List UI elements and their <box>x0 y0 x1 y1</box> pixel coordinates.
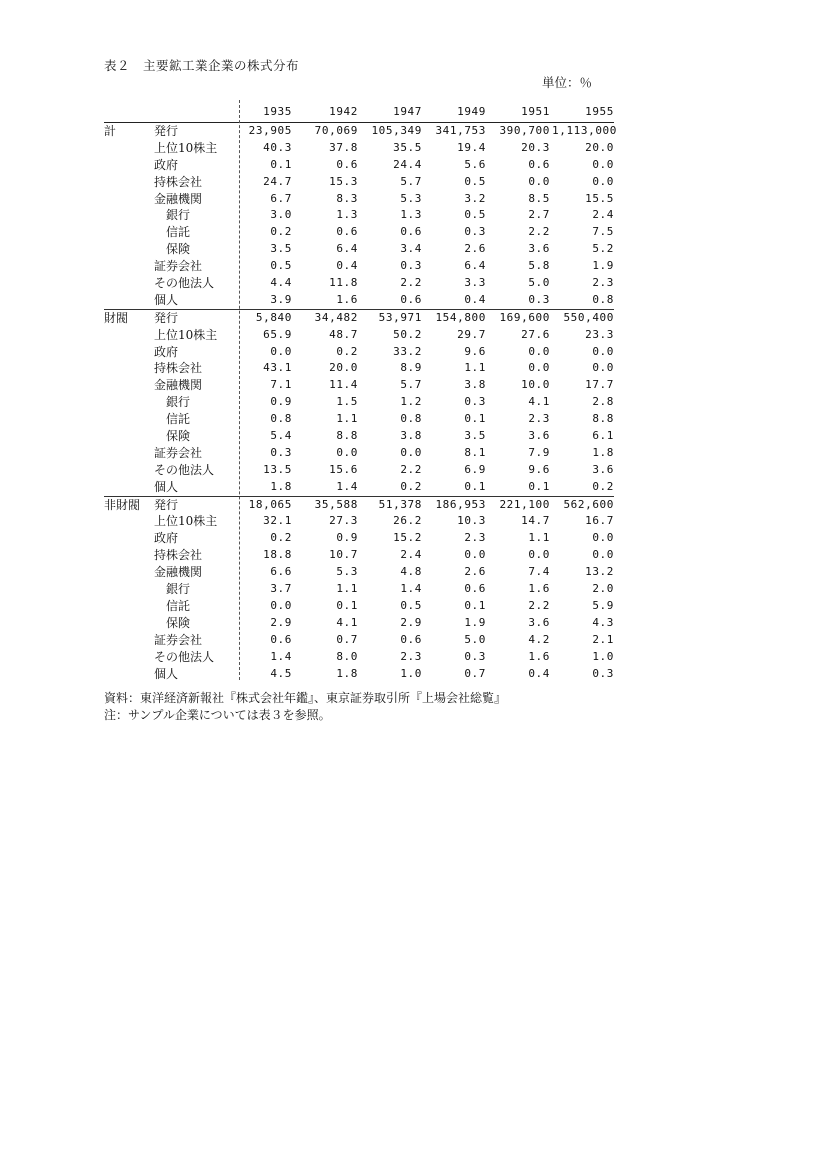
value-cell: 2.2 <box>528 598 550 612</box>
value-cell: 3.6 <box>528 429 550 443</box>
value-cell: 2.6 <box>464 565 486 579</box>
value-cell: 7.9 <box>528 445 550 459</box>
value-cell: 33.2 <box>393 344 422 358</box>
row-label: 上位10株主 <box>154 514 218 529</box>
row-label: 信託 <box>166 225 191 240</box>
value-cell: 0.3 <box>270 445 292 459</box>
value-cell: 5.0 <box>528 276 550 290</box>
year-header-cell: 1949 <box>457 105 486 118</box>
value-cell: 3.9 <box>270 292 292 306</box>
row-label: 政府 <box>154 531 179 546</box>
value-cell: 0.0 <box>336 445 358 459</box>
value-cell: 1.8 <box>592 445 614 459</box>
row-label: 保険 <box>166 429 191 444</box>
value-cell: 3.8 <box>400 429 422 443</box>
row-label: 発行 <box>154 310 179 325</box>
value-cell: 0.3 <box>592 666 614 680</box>
source-note: 資料：東洋経済新報社『株式会社年鑑』、東京証券取引所『上場会社総覧』 <box>104 691 507 705</box>
value-cell: 0.3 <box>464 225 486 239</box>
value-cell: 3.5 <box>270 242 292 256</box>
group-label: 非財閥 <box>104 497 141 512</box>
value-cell: 1.4 <box>400 582 422 596</box>
value-cell: 0.4 <box>528 666 550 680</box>
table-row <box>104 564 614 581</box>
row-label: 持株会社 <box>154 361 203 376</box>
table-row <box>104 140 614 157</box>
value-cell: 0.0 <box>400 445 422 459</box>
table-row <box>104 241 614 258</box>
value-cell: 221,100 <box>499 497 550 511</box>
value-cell: 0.5 <box>464 208 486 222</box>
value-cell: 1.1 <box>528 531 550 545</box>
row-label: 個人 <box>154 292 179 307</box>
value-cell: 2.2 <box>400 462 422 476</box>
value-cell: 0.8 <box>592 292 614 306</box>
table-row <box>104 530 614 547</box>
value-cell: 0.0 <box>592 531 614 545</box>
value-cell: 0.5 <box>270 259 292 273</box>
value-cell: 1.6 <box>528 582 550 596</box>
value-cell: 3.0 <box>270 208 292 222</box>
value-cell: 5,840 <box>255 310 292 324</box>
value-cell: 40.3 <box>263 140 292 154</box>
value-cell: 0.6 <box>528 157 550 171</box>
value-cell: 0.7 <box>336 632 358 646</box>
row-label: 保険 <box>166 615 191 630</box>
value-cell: 6.4 <box>464 259 486 273</box>
row-label: 信託 <box>166 598 191 613</box>
value-cell: 1.3 <box>336 208 358 222</box>
row-label: 上位10株主 <box>154 327 218 342</box>
value-cell: 562,600 <box>563 497 614 511</box>
value-cell: 19.4 <box>457 140 486 154</box>
value-cell: 1.6 <box>528 649 550 663</box>
value-cell: 18,065 <box>248 497 292 511</box>
value-cell: 0.5 <box>464 174 486 188</box>
value-cell: 20.0 <box>585 140 614 154</box>
value-cell: 0.6 <box>400 632 422 646</box>
table-row <box>104 344 614 361</box>
value-cell: 7.5 <box>592 225 614 239</box>
value-cell: 0.1 <box>464 598 486 612</box>
value-cell: 5.7 <box>400 174 422 188</box>
value-cell: 0.6 <box>464 582 486 596</box>
year-header-row <box>104 100 614 123</box>
value-cell: 23.3 <box>585 327 614 341</box>
value-cell: 1.8 <box>270 479 292 493</box>
value-cell: 10.3 <box>457 514 486 528</box>
value-cell: 0.2 <box>336 344 358 358</box>
year-header-cell: 1955 <box>585 105 614 118</box>
value-cell: 0.8 <box>400 412 422 426</box>
table-row <box>104 428 614 445</box>
value-cell: 2.3 <box>528 412 550 426</box>
value-cell: 0.6 <box>336 225 358 239</box>
value-cell: 2.8 <box>592 395 614 409</box>
year-header-cell: 1942 <box>329 105 358 118</box>
row-label: 信託 <box>166 412 191 427</box>
value-cell: 15.5 <box>585 191 614 205</box>
value-cell: 1.1 <box>336 582 358 596</box>
value-cell: 8.3 <box>336 191 358 205</box>
group-label: 計 <box>104 124 117 138</box>
table-row <box>104 497 614 514</box>
value-cell: 5.8 <box>528 259 550 273</box>
value-cell: 4.4 <box>270 276 292 290</box>
value-cell: 35,588 <box>314 497 358 511</box>
value-cell: 2.2 <box>528 225 550 239</box>
value-cell: 3.4 <box>400 242 422 256</box>
table-row <box>104 275 614 292</box>
row-label: 発行 <box>154 497 179 512</box>
value-cell: 0.6 <box>270 632 292 646</box>
value-cell: 1.9 <box>464 615 486 629</box>
table-row <box>104 191 614 208</box>
table-row <box>104 632 614 649</box>
value-cell: 48.7 <box>329 327 358 341</box>
value-cell: 8.8 <box>592 412 614 426</box>
notes <box>104 690 506 724</box>
value-cell: 186,953 <box>435 497 486 511</box>
value-cell: 32.1 <box>263 514 292 528</box>
row-label: 個人 <box>154 666 179 681</box>
value-cell: 2.4 <box>592 208 614 222</box>
value-cell: 3.6 <box>592 462 614 476</box>
value-cell: 0.3 <box>528 292 550 306</box>
value-cell: 37.8 <box>329 140 358 154</box>
value-cell: 29.7 <box>457 327 486 341</box>
value-cell: 5.6 <box>464 157 486 171</box>
value-cell: 2.9 <box>400 615 422 629</box>
table-row <box>104 327 614 344</box>
value-cell: 6.6 <box>270 565 292 579</box>
value-cell: 0.2 <box>270 531 292 545</box>
value-cell: 8.8 <box>336 429 358 443</box>
value-cell: 5.9 <box>592 598 614 612</box>
table-row <box>104 310 614 327</box>
year-header-cell: 1951 <box>521 105 550 118</box>
year-header-cell: 1935 <box>263 105 292 118</box>
value-cell: 2.2 <box>400 276 422 290</box>
value-cell: 0.0 <box>592 548 614 562</box>
value-cell: 3.5 <box>464 429 486 443</box>
value-cell: 34,482 <box>314 310 358 324</box>
value-cell: 3.7 <box>270 582 292 596</box>
value-cell: 20.0 <box>329 361 358 375</box>
value-cell: 5.3 <box>400 191 422 205</box>
table-title: 表２ 主要鉱工業企業の株式分布 <box>104 58 300 73</box>
value-cell: 169,600 <box>499 310 550 324</box>
value-cell: 0.9 <box>336 531 358 545</box>
row-label: 証券会社 <box>154 259 203 274</box>
value-cell: 6.9 <box>464 462 486 476</box>
value-cell: 6.4 <box>336 242 358 256</box>
value-cell: 4.8 <box>400 565 422 579</box>
value-cell: 4.1 <box>336 615 358 629</box>
row-label: 上位10株主 <box>154 140 218 155</box>
value-cell: 0.1 <box>528 479 550 493</box>
row-label: その他法人 <box>154 462 215 477</box>
value-cell: 5.3 <box>336 565 358 579</box>
year-header-cell: 1947 <box>393 105 422 118</box>
table-row <box>104 598 614 615</box>
group-label: 財閥 <box>104 310 129 325</box>
value-cell: 23,905 <box>248 124 292 137</box>
value-cell: 341,753 <box>435 124 486 137</box>
value-cell: 0.0 <box>464 548 486 562</box>
value-cell: 2.3 <box>464 531 486 545</box>
value-cell: 1.4 <box>336 479 358 493</box>
value-cell: 1.4 <box>270 649 292 663</box>
table-row <box>104 224 614 241</box>
value-cell: 105,349 <box>371 124 422 137</box>
table-row <box>104 666 614 683</box>
value-cell: 6.7 <box>270 191 292 205</box>
value-cell: 13.5 <box>263 462 292 476</box>
value-cell: 0.9 <box>270 395 292 409</box>
value-cell: 0.3 <box>464 649 486 663</box>
value-cell: 24.4 <box>393 157 422 171</box>
value-cell: 8.5 <box>528 191 550 205</box>
table-row <box>104 462 614 479</box>
row-label: その他法人 <box>154 649 215 664</box>
value-cell: 1.9 <box>592 259 614 273</box>
value-cell: 4.5 <box>270 666 292 680</box>
row-label: 銀行 <box>166 208 191 223</box>
value-cell: 1.6 <box>336 292 358 306</box>
table-row <box>104 581 614 598</box>
table-row <box>104 157 614 174</box>
table-row <box>104 292 614 310</box>
value-cell: 154,800 <box>435 310 486 324</box>
value-cell: 0.0 <box>270 344 292 358</box>
value-cell: 26.2 <box>393 514 422 528</box>
value-cell: 50.2 <box>393 327 422 341</box>
row-label: 個人 <box>154 479 179 494</box>
value-cell: 9.6 <box>464 344 486 358</box>
value-cell: 0.8 <box>270 412 292 426</box>
value-cell: 3.2 <box>464 191 486 205</box>
value-cell: 0.0 <box>270 598 292 612</box>
value-cell: 11.4 <box>329 378 358 392</box>
value-cell: 0.0 <box>592 174 614 188</box>
value-cell: 0.0 <box>528 174 550 188</box>
value-cell: 24.7 <box>263 174 292 188</box>
value-cell: 0.6 <box>400 292 422 306</box>
value-cell: 0.1 <box>464 412 486 426</box>
table-row <box>104 649 614 666</box>
value-cell: 65.9 <box>263 327 292 341</box>
value-cell: 0.6 <box>336 157 358 171</box>
table-row <box>104 123 618 140</box>
row-label: 証券会社 <box>154 632 203 647</box>
value-cell: 4.3 <box>592 615 614 629</box>
table-row <box>104 547 614 564</box>
value-cell: 2.4 <box>400 548 422 562</box>
value-cell: 16.7 <box>585 514 614 528</box>
value-cell: 27.3 <box>329 514 358 528</box>
row-label: その他法人 <box>154 276 215 291</box>
value-cell: 0.5 <box>400 598 422 612</box>
value-cell: 3.6 <box>528 615 550 629</box>
value-cell: 70,069 <box>314 124 358 137</box>
row-label: 金融機関 <box>154 565 203 580</box>
value-cell: 1.8 <box>336 666 358 680</box>
value-cell: 0.1 <box>336 598 358 612</box>
value-cell: 1.2 <box>400 395 422 409</box>
value-cell: 10.7 <box>329 548 358 562</box>
value-cell: 8.9 <box>400 361 422 375</box>
value-cell: 1.5 <box>336 395 358 409</box>
value-cell: 0.3 <box>400 259 422 273</box>
value-cell: 0.0 <box>592 344 614 358</box>
row-label: 銀行 <box>166 582 191 597</box>
value-cell: 0.2 <box>400 479 422 493</box>
value-cell: 51,378 <box>378 497 422 511</box>
row-label: 政府 <box>154 157 179 172</box>
value-cell: 8.0 <box>336 649 358 663</box>
value-cell: 5.0 <box>464 632 486 646</box>
value-cell: 2.1 <box>592 632 614 646</box>
row-label: 金融機関 <box>154 378 203 393</box>
value-cell: 20.3 <box>521 140 550 154</box>
value-cell: 5.4 <box>270 429 292 443</box>
value-cell: 14.7 <box>521 514 550 528</box>
value-cell: 6.1 <box>592 429 614 443</box>
value-cell: 35.5 <box>393 140 422 154</box>
value-cell: 1.1 <box>464 361 486 375</box>
value-cell: 0.0 <box>592 361 614 375</box>
value-cell: 1.0 <box>592 649 614 663</box>
table-row <box>104 258 614 275</box>
table-row <box>104 513 614 530</box>
value-cell: 390,700 <box>499 124 550 137</box>
value-cell: 0.1 <box>270 157 292 171</box>
value-cell: 5.7 <box>400 378 422 392</box>
value-cell: 2.6 <box>464 242 486 256</box>
row-label: 証券会社 <box>154 445 203 460</box>
value-cell: 0.0 <box>592 157 614 171</box>
value-cell: 4.2 <box>528 632 550 646</box>
value-cell: 0.6 <box>400 225 422 239</box>
value-cell: 1.0 <box>400 666 422 680</box>
value-cell: 0.3 <box>464 395 486 409</box>
value-cell: 0.7 <box>464 666 486 680</box>
table-row <box>104 377 614 394</box>
value-cell: 2.3 <box>400 649 422 663</box>
value-cell: 11.8 <box>329 276 358 290</box>
value-cell: 17.7 <box>585 378 614 392</box>
value-cell: 0.4 <box>464 292 486 306</box>
table-row <box>104 394 614 411</box>
row-label: 持株会社 <box>154 174 203 189</box>
value-cell: 1.1 <box>336 412 358 426</box>
value-cell: 1.3 <box>400 208 422 222</box>
table-row <box>104 360 614 377</box>
row-label: 保険 <box>166 242 191 257</box>
table-row <box>104 615 614 632</box>
value-cell: 0.4 <box>336 259 358 273</box>
value-cell: 2.0 <box>592 582 614 596</box>
value-cell: 3.6 <box>528 242 550 256</box>
value-cell: 550,400 <box>563 310 614 324</box>
value-cell: 1,113,000 <box>552 124 618 137</box>
value-cell: 2.3 <box>592 276 614 290</box>
table-row <box>104 445 614 462</box>
value-cell: 53,971 <box>378 310 422 324</box>
row-label: 銀行 <box>166 395 191 410</box>
value-cell: 15.3 <box>329 174 358 188</box>
value-cell: 7.4 <box>528 565 550 579</box>
value-cell: 13.2 <box>585 565 614 579</box>
value-cell: 43.1 <box>263 361 292 375</box>
value-cell: 0.2 <box>270 225 292 239</box>
value-cell: 0.0 <box>528 344 550 358</box>
table-row <box>104 479 614 497</box>
value-cell: 15.6 <box>329 462 358 476</box>
value-cell: 18.8 <box>263 548 292 562</box>
value-cell: 0.1 <box>464 479 486 493</box>
table-row <box>104 411 614 428</box>
value-cell: 15.2 <box>393 531 422 545</box>
row-label: 持株会社 <box>154 548 203 563</box>
value-cell: 0.0 <box>528 548 550 562</box>
value-cell: 10.0 <box>521 378 550 392</box>
footnote: 注：サンプル企業については表３を参照。 <box>104 708 331 722</box>
table-row <box>104 207 614 224</box>
value-cell: 2.9 <box>270 615 292 629</box>
value-cell: 8.1 <box>464 445 486 459</box>
table-row <box>104 174 614 191</box>
value-cell: 2.7 <box>528 208 550 222</box>
value-cell: 5.2 <box>592 242 614 256</box>
row-label: 金融機関 <box>154 191 203 206</box>
row-label: 発行 <box>154 124 179 138</box>
unit-label: 単位：％ <box>542 75 593 90</box>
value-cell: 9.6 <box>528 462 550 476</box>
row-label: 政府 <box>154 344 179 359</box>
value-cell: 3.3 <box>464 276 486 290</box>
value-cell: 0.2 <box>592 479 614 493</box>
value-cell: 4.1 <box>528 395 550 409</box>
value-cell: 3.8 <box>464 378 486 392</box>
share-distribution-table <box>104 100 618 682</box>
value-cell: 0.0 <box>528 361 550 375</box>
value-cell: 27.6 <box>521 327 550 341</box>
value-cell: 7.1 <box>270 378 292 392</box>
